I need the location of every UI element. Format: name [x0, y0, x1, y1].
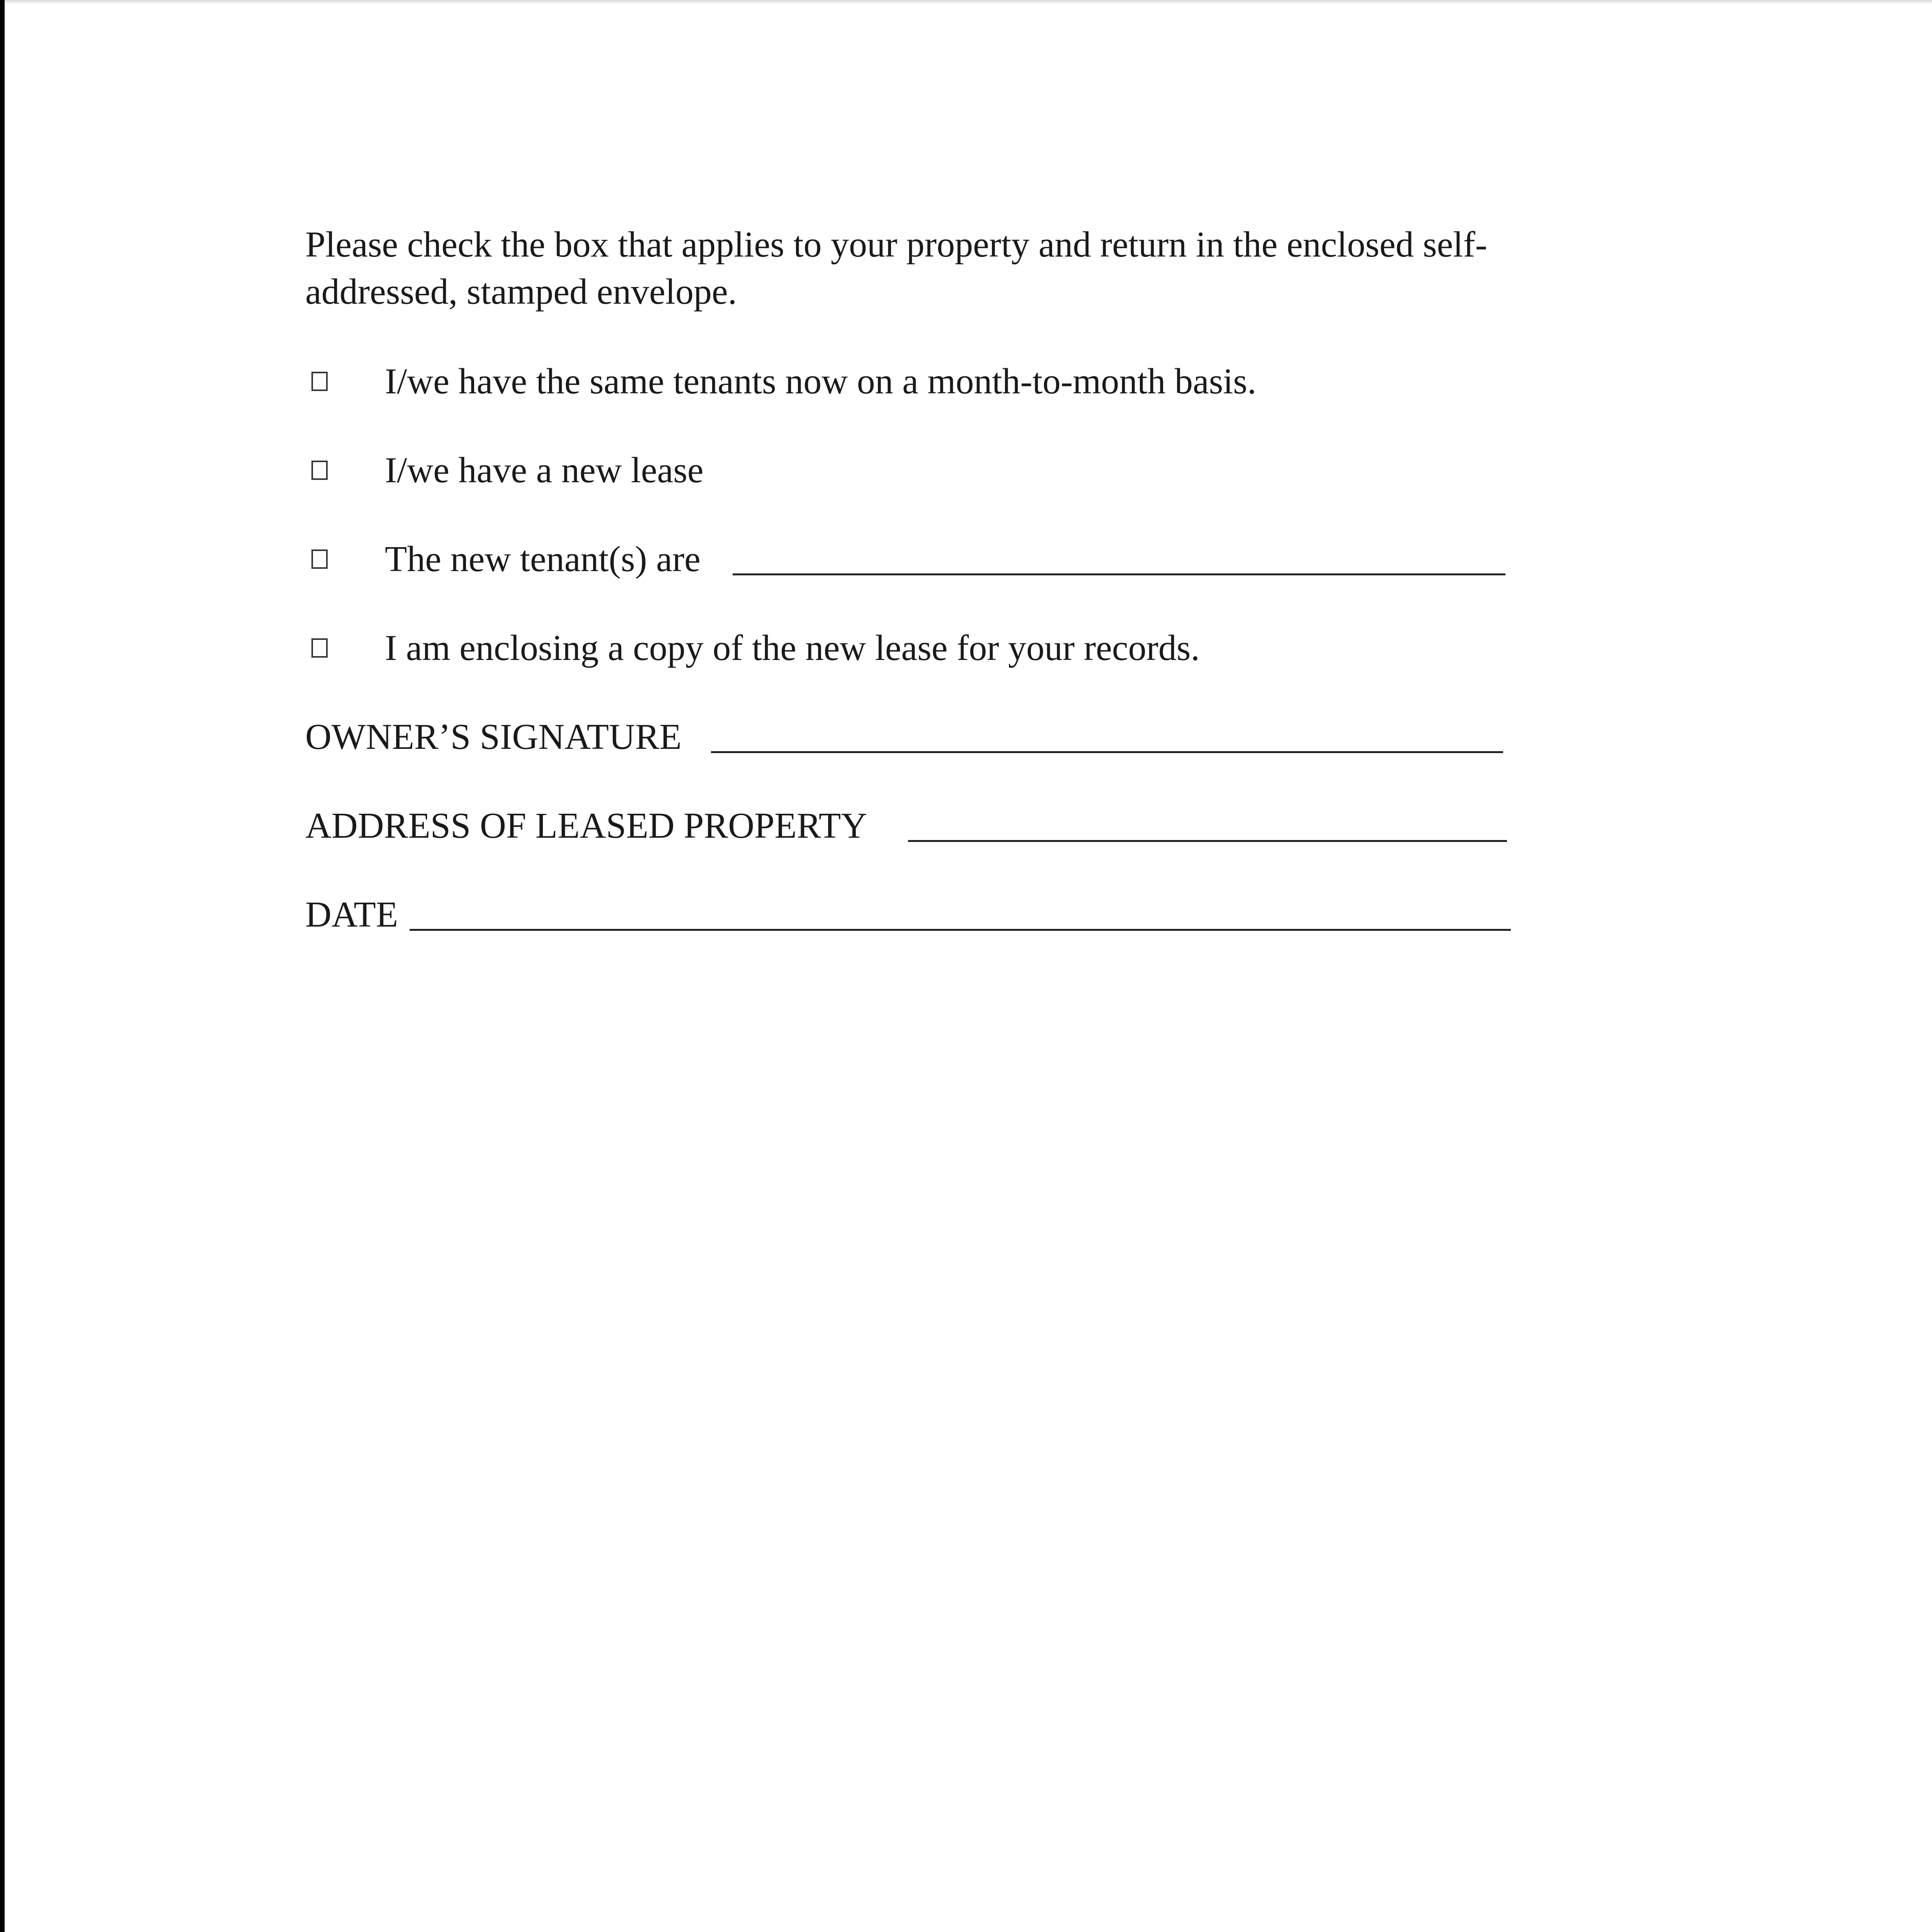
- option-label-enclosing-copy: I am enclosing a copy of the new lease for your records.: [385, 628, 1200, 668]
- option-label-new-tenants: The new tenant(s) are: [385, 539, 701, 579]
- new-tenants-input-line[interactable]: [733, 573, 1505, 575]
- date-input-line[interactable]: [410, 929, 1511, 931]
- address-field: [305, 804, 1507, 847]
- date-label: DATE: [305, 895, 398, 935]
- scan-edge-left: [0, 0, 5, 1932]
- checkbox-month-to-month[interactable]: [311, 372, 328, 391]
- option-enclosing-copy: [311, 627, 1548, 669]
- scan-edge-top: [0, 0, 1932, 4]
- checkbox-new-tenants[interactable]: [311, 549, 328, 569]
- checkbox-new-lease[interactable]: [311, 461, 328, 480]
- owner-signature-input-line[interactable]: [711, 751, 1503, 753]
- option-label-month-to-month: I/we have the same tenants now on a month-to-month basis.: [385, 361, 1257, 401]
- option-label-new-lease: I/we have a new lease: [385, 450, 704, 490]
- instructions-text: Please check the box that applies to your property and return in the enclosed self-addressed, stamped envelope.: [305, 224, 1488, 312]
- option-new-tenants: [311, 538, 1548, 580]
- checkbox-enclosing-copy[interactable]: [311, 638, 328, 658]
- date-field: [305, 893, 1515, 936]
- address-input-line[interactable]: [908, 840, 1507, 842]
- option-month-to-month: [311, 360, 1548, 403]
- address-label: ADDRESS OF LEASED PROPERTY: [305, 806, 867, 846]
- owner-signature-label: OWNER’S SIGNATURE: [305, 717, 682, 757]
- option-new-lease: [311, 449, 1548, 492]
- owner-signature-field: [305, 716, 1507, 758]
